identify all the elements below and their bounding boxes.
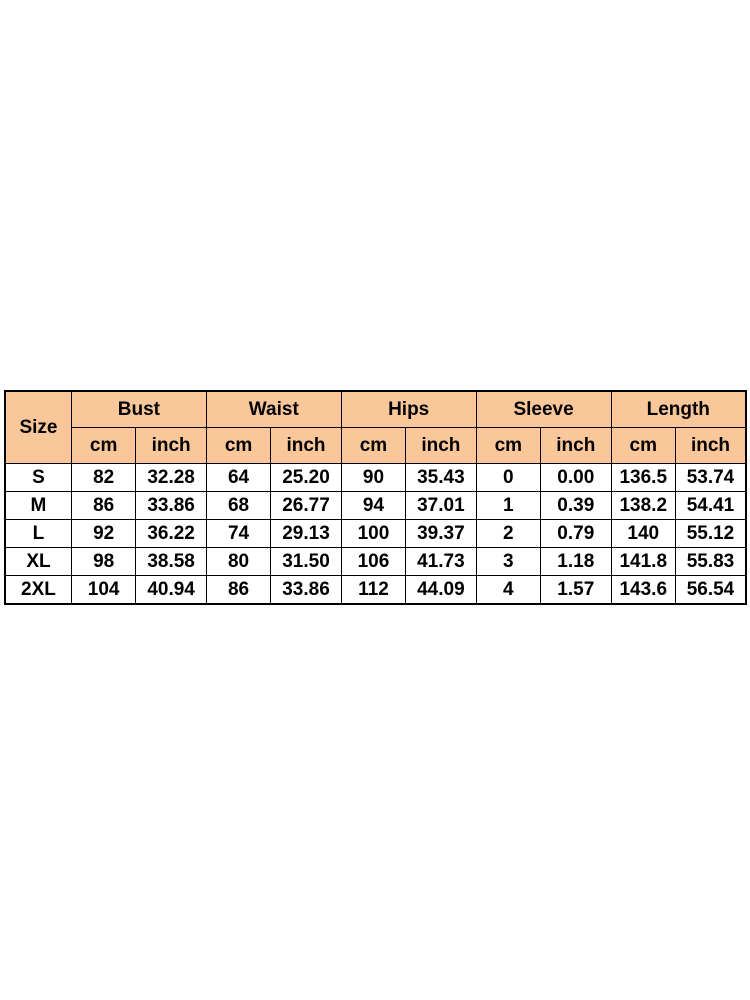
table-cell: 32.28	[136, 464, 206, 492]
table-cell: 38.58	[136, 548, 206, 576]
table-cell: 3	[476, 548, 540, 576]
table-cell: 55.12	[675, 520, 746, 548]
table-cell: 55.83	[675, 548, 746, 576]
table-row	[5, 464, 746, 492]
table-cell: 136.5	[611, 464, 675, 492]
table-cell: 25.20	[271, 464, 341, 492]
table-cell: 74	[206, 520, 270, 548]
table-cell: 41.73	[406, 548, 476, 576]
header-row-groups	[5, 391, 746, 428]
table-cell: 44.09	[406, 576, 476, 605]
table-cell: 4	[476, 576, 540, 605]
table-cell: 1.18	[541, 548, 611, 576]
table-row	[5, 520, 746, 548]
table-cell: 37.01	[406, 492, 476, 520]
table-cell: 86	[206, 576, 270, 605]
hips-header: Hips	[341, 391, 476, 428]
table-cell: 33.86	[136, 492, 206, 520]
unit-header-cm: cm	[206, 428, 270, 464]
table-cell: 141.8	[611, 548, 675, 576]
table-cell: 40.94	[136, 576, 206, 605]
size-chart-table	[4, 390, 747, 605]
table-cell: 54.41	[675, 492, 746, 520]
table-cell: 64	[206, 464, 270, 492]
table-cell: 1	[476, 492, 540, 520]
unit-header-cm: cm	[341, 428, 405, 464]
table-row	[5, 548, 746, 576]
size-label: M	[5, 492, 71, 520]
table-cell: 82	[71, 464, 135, 492]
size-label: XL	[5, 548, 71, 576]
table-cell: 138.2	[611, 492, 675, 520]
table-cell: 1.57	[541, 576, 611, 605]
table-cell: 33.86	[271, 576, 341, 605]
table-cell: 2	[476, 520, 540, 548]
unit-header-inch: inch	[136, 428, 206, 464]
table-cell: 31.50	[271, 548, 341, 576]
table-row	[5, 492, 746, 520]
unit-header-inch: inch	[406, 428, 476, 464]
table-cell: 35.43	[406, 464, 476, 492]
table-cell: 106	[341, 548, 405, 576]
sleeve-header: Sleeve	[476, 391, 611, 428]
table-cell: 39.37	[406, 520, 476, 548]
table-cell: 68	[206, 492, 270, 520]
table-body	[5, 464, 746, 605]
unit-header-cm: cm	[476, 428, 540, 464]
table-cell: 140	[611, 520, 675, 548]
unit-header-cm: cm	[611, 428, 675, 464]
table-cell: 104	[71, 576, 135, 605]
table-cell: 53.74	[675, 464, 746, 492]
header-row-units	[5, 428, 746, 464]
size-label: L	[5, 520, 71, 548]
table-cell: 0	[476, 464, 540, 492]
unit-header-inch: inch	[675, 428, 746, 464]
bust-header: Bust	[71, 391, 206, 428]
table-cell: 56.54	[675, 576, 746, 605]
table-header	[5, 391, 746, 464]
unit-header-inch: inch	[541, 428, 611, 464]
table-row	[5, 576, 746, 605]
table-cell: 26.77	[271, 492, 341, 520]
unit-header-cm: cm	[71, 428, 135, 464]
table-cell: 29.13	[271, 520, 341, 548]
table-cell: 36.22	[136, 520, 206, 548]
size-label: 2XL	[5, 576, 71, 605]
table-cell: 0.39	[541, 492, 611, 520]
table-cell: 86	[71, 492, 135, 520]
table-cell: 112	[341, 576, 405, 605]
table-cell: 80	[206, 548, 270, 576]
length-header: Length	[611, 391, 746, 428]
table-cell: 94	[341, 492, 405, 520]
table-cell: 90	[341, 464, 405, 492]
size-column-header: Size	[5, 391, 71, 464]
table-cell: 98	[71, 548, 135, 576]
waist-header: Waist	[206, 391, 341, 428]
table-cell: 0.79	[541, 520, 611, 548]
table-cell: 0.00	[541, 464, 611, 492]
table-cell: 143.6	[611, 576, 675, 605]
unit-header-inch: inch	[271, 428, 341, 464]
table-cell: 100	[341, 520, 405, 548]
size-label: S	[5, 464, 71, 492]
table-cell: 92	[71, 520, 135, 548]
